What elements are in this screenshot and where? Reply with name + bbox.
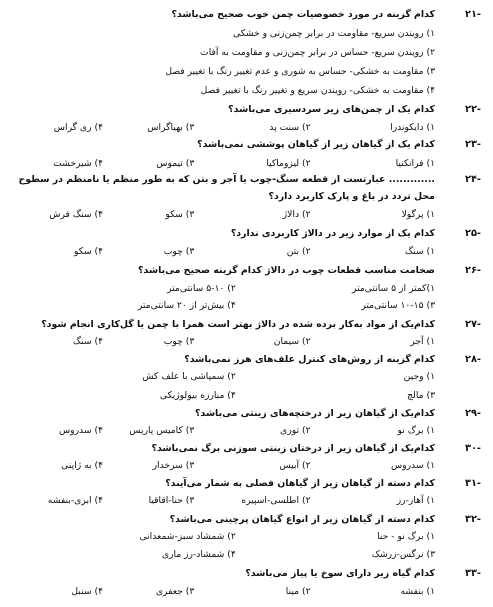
option: ۲) دالاژ bbox=[282, 209, 311, 220]
question-number: ۲۶- bbox=[464, 265, 481, 276]
options-row bbox=[20, 586, 435, 600]
option: ۲) سمپاشی با علف کش bbox=[142, 371, 236, 382]
option: ۲) اطلسی-اسپیره bbox=[241, 495, 311, 506]
question-text: ............. عبارتست از قطعه سنگ-چوب یا آجر و بتن که به طور منظم یا نامنظم در سطوح bbox=[18, 174, 435, 185]
options-row bbox=[20, 300, 435, 314]
option: ۲) لیزوماکیا bbox=[266, 158, 311, 169]
option: ۲) شمشاد سبز-شمعدانی bbox=[139, 531, 236, 542]
option: ۲) سنت پد bbox=[269, 122, 311, 133]
question-text: کدام گیاه زیر دارای سوخ یا پیاز می‌باشد؟ bbox=[245, 568, 435, 579]
option: ۱) آجر bbox=[410, 336, 435, 347]
option: ۴) شیرخشت bbox=[53, 158, 103, 169]
question-number: ۲۸- bbox=[464, 354, 481, 365]
question-text: کدام گزینه از روش‌های کنترل علف‌های هرز نمی‌باشد؟ bbox=[184, 354, 435, 365]
option: ۴) سنبل bbox=[71, 586, 103, 597]
option: ۱) برگ نو bbox=[397, 425, 435, 436]
question-text: کدام یک از گیاهان زیر از گیاهان پوششی نمی‌باشد؟ bbox=[197, 139, 435, 150]
option: ۳) مالچ bbox=[407, 390, 435, 401]
option: ۲) آبیس bbox=[279, 460, 311, 471]
option: ۳) حنا-اقاقیا bbox=[148, 495, 195, 506]
option: ۴) بیش‌تر از ۲۰ سانتی‌متر bbox=[137, 300, 236, 311]
options-row bbox=[20, 425, 435, 439]
option: ۴) ری گراس bbox=[53, 122, 103, 133]
question-text: کدام‌یک از مواد به‌کار برده شده در دالاژ بهتر است همرا با چمن یا گل‌کاری انجام شود؟ bbox=[41, 319, 435, 330]
option: ۱) بنفشه bbox=[400, 586, 435, 597]
option: ۴) سدروس bbox=[58, 425, 103, 436]
options-row bbox=[20, 336, 435, 350]
options-row bbox=[20, 495, 435, 509]
option: ۱) پرگولا bbox=[401, 209, 435, 220]
question-number: ۳۲- bbox=[464, 514, 481, 525]
options-row bbox=[20, 549, 435, 563]
option: ۲) بتن bbox=[286, 246, 311, 257]
option: ۱) فرانکنیا bbox=[395, 158, 435, 169]
question-number: ۲۲- bbox=[464, 104, 481, 115]
option: ۱) دایکوندرا bbox=[390, 122, 435, 133]
question-number: ۲۱- bbox=[464, 9, 481, 20]
option: ۴) سکو bbox=[74, 246, 103, 257]
option: ۱) آهار-رز bbox=[396, 495, 435, 506]
question-text: کدام‌یک از گیاهان زیر از درختچه‌های زینتی می‌باشد؟ bbox=[194, 408, 435, 419]
options-row bbox=[20, 390, 435, 404]
options-row bbox=[20, 158, 435, 172]
options-row bbox=[20, 460, 435, 474]
option: ۱) برگ نو - حنا bbox=[377, 531, 435, 542]
option: ۴) شمشاد-رز ماری bbox=[161, 549, 236, 560]
options-row bbox=[20, 283, 435, 297]
question-text: کدام دسته از گیاهان زیر از انواع گیاهان پرچینی می‌باشد؟ bbox=[169, 514, 435, 525]
option: ۱) سنگ bbox=[404, 246, 435, 257]
options-row bbox=[20, 122, 435, 136]
options-row bbox=[20, 371, 435, 385]
options-row bbox=[20, 246, 435, 260]
option: ۲) مینا bbox=[285, 586, 311, 597]
option: ۳) چوب bbox=[163, 246, 195, 257]
option: ۱) وجین bbox=[403, 371, 435, 382]
option: ۳) نرگس-زرشک bbox=[371, 549, 435, 560]
option: ۲) ۵-۱۰ سانتی‌متر bbox=[167, 283, 236, 294]
question-number: ۳۱- bbox=[464, 478, 481, 489]
question-number: ۲۷- bbox=[464, 319, 481, 330]
question-text: کدام گزینه در مورد خصوصیات چمن خوب صحیح می‌باشد؟ bbox=[171, 9, 435, 20]
option: ۴) به ژاپنی bbox=[61, 460, 103, 471]
question-number: ۲۹- bbox=[464, 408, 481, 419]
option: ۳) سکو bbox=[165, 209, 195, 220]
option: ۴) سنگ فرش bbox=[49, 209, 103, 220]
question-text: کدام‌یک از گیاهان زیر از درختان زینتی سوزنی برگ نمی‌باشد؟ bbox=[151, 443, 435, 454]
option: ۳) سرخدار bbox=[152, 460, 195, 471]
question-number: ۲۴- bbox=[464, 174, 481, 185]
options-row bbox=[20, 531, 435, 545]
question-text: ضخامت مناسب قطعات چوب در دالاژ کدام گزینه صحیح می‌باشد؟ bbox=[138, 265, 435, 276]
option: ۳) بهیاگراس bbox=[147, 122, 195, 133]
question-number: ۲۳- bbox=[464, 139, 481, 150]
question-text-cont: محل تردد در باغ و پارک کاربرد دارد؟ bbox=[268, 191, 435, 202]
option: ۳) تیموس bbox=[156, 158, 195, 169]
option: ۴) مقاومت به خشکی- رویندن سریع و تغییر رنگ با تغییر فصل bbox=[200, 85, 435, 96]
option: ۳) کامیس پاریس bbox=[129, 425, 195, 436]
option: ۱)کمتر از ۵ سانتی‌متر bbox=[352, 283, 435, 294]
question-number: ۳۰- bbox=[464, 443, 481, 454]
option: ۲) توری bbox=[280, 425, 311, 436]
option: ۳) جعفری bbox=[155, 586, 195, 597]
option: ۴) مبارزه بیولوژیکی bbox=[159, 390, 236, 401]
option: ۱) رویندن سریع- مقاومت در برابر چمن‌زنی و خشکی bbox=[233, 28, 435, 39]
option: ۴) ابری-بنفشه bbox=[47, 495, 103, 506]
option: ۱) سدروس bbox=[390, 460, 435, 471]
option: ۳) چوب bbox=[163, 336, 195, 347]
question-number: ۳۳- bbox=[464, 568, 481, 579]
question-text: کدام یک از موارد زیر در دالاژ کاربردی ندارد؟ bbox=[230, 228, 435, 239]
option: ۴) سنگ bbox=[72, 336, 103, 347]
option: ۲) سیمان bbox=[273, 336, 311, 347]
option: ۳) ۱۰-۱۵ سانتی‌متر bbox=[361, 300, 435, 311]
option: ۲) رویندن سریع- حساس در برابر چمن‌زنی و مقاومت به آفات bbox=[200, 47, 435, 58]
options-row bbox=[20, 209, 435, 223]
option: ۳) مقاومت به خشکی- حساس به شوری و عدم تغییر رنگ با تغییر فصل bbox=[165, 66, 435, 77]
question-text: کدام دسته از گیاهان زیر از گیاهان فصلی به شمار می‌آیند؟ bbox=[165, 478, 435, 489]
question-number: ۲۵- bbox=[464, 228, 481, 239]
question-text: کدام یک از چمن‌های زیر سردسیری می‌باشد؟ bbox=[228, 104, 435, 115]
